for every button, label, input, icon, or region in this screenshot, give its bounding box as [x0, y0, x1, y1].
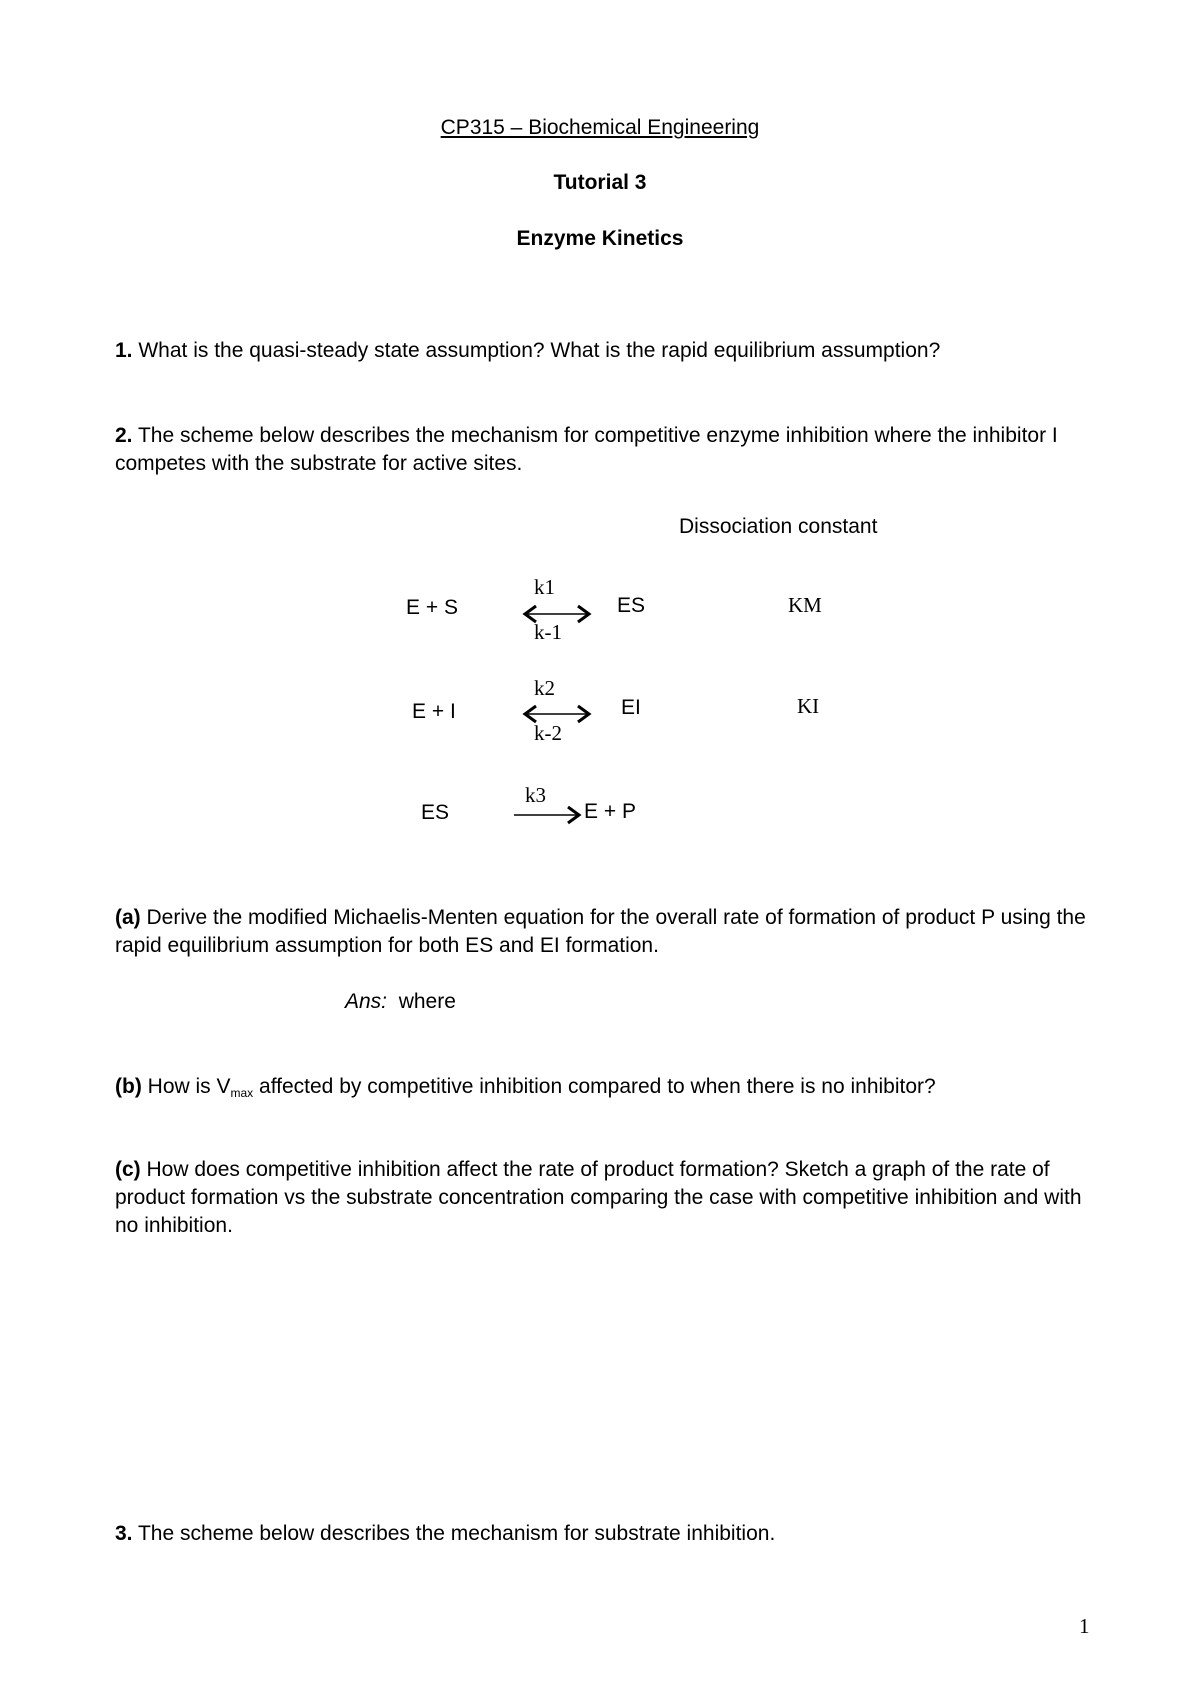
reaction-1-k-forward: k1: [534, 575, 555, 599]
reaction-2-left: E + I: [412, 700, 456, 723]
reaction-3-k-forward: k3: [525, 783, 546, 807]
question-3-text: The scheme below describes the mechanism for substrate inhibition.: [132, 1522, 776, 1545]
reaction-1-constant: KM: [788, 593, 822, 617]
question-1: [115, 337, 1095, 365]
question-2b: [115, 1073, 1095, 1103]
reaction-3-right: E + P: [584, 800, 636, 823]
topic-title: Enzyme Kinetics: [516, 227, 684, 250]
reaction-3-left: ES: [421, 801, 450, 824]
question-2a: [115, 904, 1095, 960]
question-2b-text-end: affected by competitive inhibition compared to when there is no inhibitor?: [253, 1075, 936, 1098]
question-3-number: 3.: [115, 1522, 133, 1545]
question-2b-label: (b): [115, 1075, 142, 1098]
reaction-2-constant: KI: [797, 694, 820, 718]
question-2a-label: (a): [115, 906, 141, 929]
question-2c: [115, 1156, 1095, 1240]
reaction-2-right: EI: [621, 696, 641, 719]
question-2c-label: (c): [115, 1158, 141, 1181]
reaction-2-k-reverse: k-2: [534, 721, 562, 745]
question-2: [115, 422, 1095, 478]
answer-where: where: [398, 990, 456, 1013]
question-2a-text: Derive the modified Michaelis-Menten equation for the overall rate of formation of product P using the rapid equilibrium assumption for both ES and EI formation.: [115, 906, 1086, 957]
question-2-number: 2.: [115, 424, 133, 447]
forward-arrow-icon: [512, 805, 582, 825]
reaction-1-k-reverse: k-1: [534, 620, 562, 644]
answer-line: [345, 990, 456, 1014]
answer-label: Ans:: [345, 990, 388, 1013]
page-number: 1: [1079, 1614, 1090, 1638]
vmax-subscript: max: [230, 1086, 254, 1100]
reaction-1-left: E + S: [406, 596, 458, 619]
question-1-number: 1.: [115, 339, 133, 362]
question-2c-text: How does competitive inhibition affect the rate of product formation? Sketch a graph of the rate of product formation vs the substrate concentration comparing the case with competitive inhibition and with no inhibition.: [115, 1158, 1082, 1237]
reaction-2-k-forward: k2: [534, 676, 555, 700]
question-2-text: The scheme below describes the mechanism for competitive enzyme inhibition where the inhibitor I competes with the substrate for active sites.: [115, 424, 1058, 475]
reaction-1-right: ES: [617, 594, 646, 617]
course-title: CP315 – Biochemical Engineering: [440, 116, 760, 139]
dissociation-constant-header: Dissociation constant: [679, 515, 878, 538]
tutorial-title: Tutorial 3: [553, 171, 647, 194]
question-3: [115, 1520, 1095, 1548]
question-2b-text-start: How is V: [141, 1075, 231, 1098]
question-1-text: What is the quasi-steady state assumption? What is the rapid equilibrium assumption?: [132, 339, 941, 362]
